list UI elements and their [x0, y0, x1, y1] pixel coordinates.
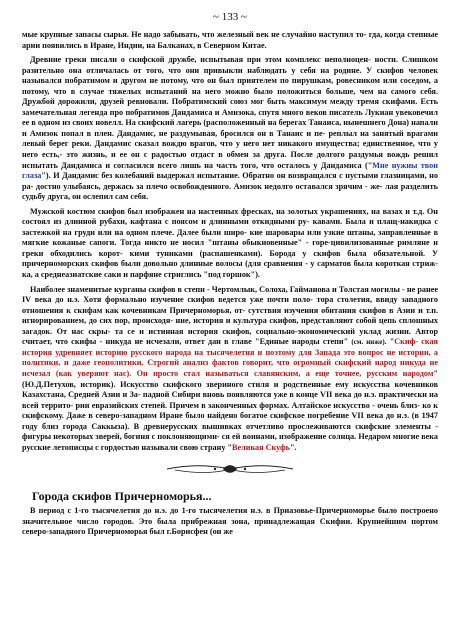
- paragraph-continuation: мые крупные запасы сырья. Не надо забывать, что железный век не случайно наступил то- гда, когда степные арии появились в Иране, Индии, на Балканах, в Северном Китае.: [22, 30, 438, 50]
- paragraph-text: " (Ю.Д.Петухов, историк). Искусство скифского звериного стиля и родственные ему искусства кочевников Казахстана, Средней Азии и За- падной Сибири вновь появляются уже в конце VII века до н.э. практически на всей террито- рии евразийских степей. Причем в законченных формах. Алтайское искусство - очень близ- ко к скифскому. Даже в северо-западном Иране было найдено богатое скифское погребение VII века до н.э. (в 1947 году близ города Саккыза). В древнерусских вышивках отчетливо прослеживаются скифские элементы - фигуры некоторых зверей, богиня с поклоняющими- ся ей воинами, изображение солнца. Недаром многие века русские летописцы с гордостью называли свою страну ": [22, 368, 438, 452]
- quote-petukhov: Скиф- ская история удревняет историю русского народа на тысячелетия и поэтому для Запада это вопрос не истории, а политики, и даже геополитики. Строгий анализ фактов говорит, что огромный скифский народ никуда не исчезал (как уверяют нас). Он просто стал называться славянским, а еще точнее, русским народом: [22, 337, 438, 378]
- quote-eyes: Мне нужны твои глаза: [22, 160, 438, 181]
- see-below-note: (см. ниже).: [351, 338, 387, 347]
- page-number: ~ 133 ~: [213, 11, 247, 23]
- paragraph-friendship: [22, 55, 438, 203]
- section-heading: Города скифов Причерноморья...: [32, 489, 212, 504]
- body-text: [22, 30, 438, 453]
- paragraph-text: Наиболее знаменитые курганы скифов в степи - Чертомлык, Солоха, Гаймановa и Толстая могилы - не ранее IV века до н.э. Хотя формально изучение скифов ведется уже почти поло- тора столетия, ввиду западного отношения к скифам как кочевникам Причерноморья, от- сутствия изучения обитания скифов в Азии и т.п. игнорированием, до сих пор, происходя- ние, история и культура скифов, представляют собой цепь сплошных загадок. От нас скры- та се и истинная история скифов, социально-экономический уклад жизни. Автор считает, что скифы - никуда не исчезали, ответ дан в главе "Единые народы степи": [22, 284, 438, 347]
- paragraph-text: "). И Дандамис без колебаний выдержал испытание. Обратно он возвращался с пустыми глазницами, но ра- достно улыбаясь, держась за плечо освобожденного. Амизок недолго оставался зрячим - же- лая разделить судьбу друга, он ослепил сам себя.: [22, 171, 438, 202]
- paragraph-costume: Мужской костюм скифов был изображен на настенных фресках, на золотых украшениях, на вазах и т.д. Он состоял из длинной рубахи, кафтана с поясом и длинными откидными ру- кавами. Была и плащ-накидка с застежкой на груди или на одном плече. Далее были широ- кие шаровары или узкие штаны, заправленные в мягкие кожаные сапоги. Тогда никто не носил "штаны обыкновенные" - горе-цивилизованные римляне и греки обходились корот- кими туниками (распашенками). Борода у скифов была обязательной. У причерноморских скифов были довольно длинные волосы (для сравнения - у сарматов была короткая стриж- ка, а среднеазиатские саки и парфяне стриглись "под горшок").: [22, 206, 438, 280]
- paragraph-text: ".: [290, 442, 297, 452]
- paragraph-text: Древние греки писали о скифской дружбе, испытывая при этом комплекс неполноцен- ности. Слишком разительно она отличалась от того, что они привыкли наблюдать у себя на родине. У скифов человек назывался побратимом и другом не потому, что он был приятелем по пирушкам, ровесником или соседом, а потому, что в случае тяжелых испытаний на него можно было положиться больше, чем на самого себя. Дружбой дорожили, друзей ревновали. Побратимский союз мог быть максимум между тремя скифами. Есть замечательная легенда про побратимов Дандамиса и Амизока, спутя много веков писатель Лукиан увековечил ее в одном из своих новелл. На скифский лагерь (расположенный на берегах Танаиса, нынешнего Дона) напали и Амизок попал в плен. Дандамис, не раздумывая, бросился он в Танаис и пе- реплыл на занятый врагами левый берег реки. Дандамис сказал вождю врагов, что у него нет никакого имущества; единственное, что у него есть,- это жизнь, и ее он с радостью отдаст в обмен за друга. После долгого раздумья вождь решил испытать Дандамиса и согласился всего лишь на часть того, что осталось у Дандамиса (": [22, 55, 438, 170]
- section-body: [22, 506, 438, 538]
- divider-ornament-icon: [165, 461, 295, 477]
- ornamental-divider: [22, 461, 438, 477]
- paragraph-kurgans: [22, 285, 438, 454]
- quote-great-skuf: Великая Скуфь: [232, 442, 291, 452]
- paragraph-text: ": [386, 337, 395, 347]
- paragraph-cities: В период с 1-го тысячелетия до н.э. до 1-го тысячелетия н.э. в Приазовье-Причерноморье было построено значительное число городов. Это была прибрежная зона, принадлежащая Скифии. Крупнейшим портом северо-западного Причерноморья был г.Борисфен (он же: [22, 506, 438, 537]
